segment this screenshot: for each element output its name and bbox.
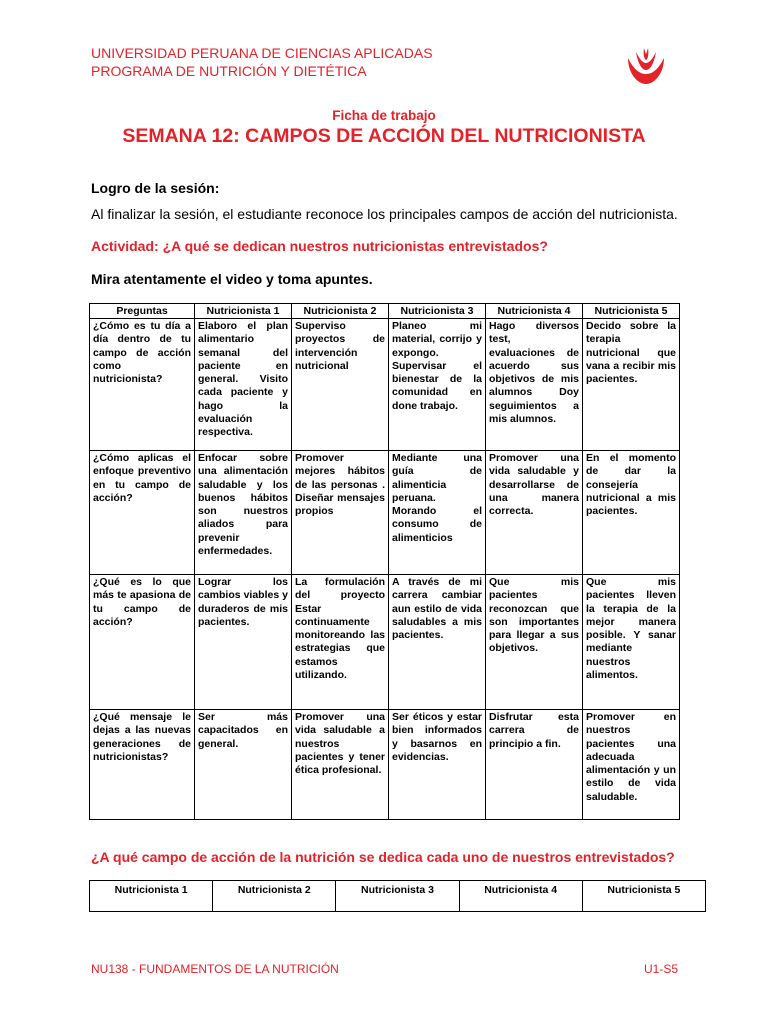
footer-unit: U1-S5: [644, 962, 679, 976]
answer-cell: Promover mejores hábitos de las personas . Diseñar mensajes propios: [292, 451, 389, 575]
question-cell: ¿Cómo es tu día a día dentro de tu campo de acción como nutricionista?: [90, 319, 195, 451]
answer-cell: Promover en nuestros pacientes una adecuada alimentación y un estilo de vida saludable.: [583, 710, 680, 820]
answer-cell: A través de mi carrera cambiar aun estilo de vida saludables a mis pacientes.: [389, 575, 486, 710]
answer-cell: Disfrutar esta carrera de principio a fin.: [486, 710, 583, 820]
answer-cell-nutricionista-1[interactable]: Nutricionista 1: [90, 881, 213, 912]
answer-cell: Enfocar sobre una alimentación saludable y los buenos hábitos son nuestros aliados para prevenir enfermedades.: [195, 451, 292, 575]
university-name: UNIVERSIDAD PERUANA DE CIENCIAS APLICADAS: [91, 45, 433, 61]
session-goal-heading: Logro de la sesión:: [91, 180, 220, 196]
column-header-nutricionista-1: Nutricionista 1: [195, 304, 292, 319]
answer-cell: Que mis pacientes reconozcan que son importantes para llegar a sus objetivos.: [486, 575, 583, 710]
field-answer-table: [89, 880, 706, 912]
upc-logo: [624, 46, 668, 86]
column-header-nutricionista-3: Nutricionista 3: [389, 304, 486, 319]
session-goal-text: Al finalizar la sesión, el estudiante reconoce los principales campos de acción del nutricionista.: [91, 206, 678, 222]
answer-cell: Decido sobre la terapia nutricional que vana a recibir mis pacientes.: [583, 319, 680, 451]
question-cell: ¿Qué mensaje le dejas a las nuevas generaciones de nutricionistas?: [90, 710, 195, 820]
interview-table: [89, 303, 680, 820]
answer-cell: Ser éticos y estar bien informados y basarnos en evidencias.: [389, 710, 486, 820]
column-header-preguntas: Preguntas: [90, 304, 195, 319]
university-header: [91, 44, 433, 80]
column-header-nutricionista-2: Nutricionista 2: [292, 304, 389, 319]
instruction-text: Mira atentamente el video y toma apuntes.: [91, 271, 373, 287]
column-header-nutricionista-5: Nutricionista 5: [583, 304, 680, 319]
table-row: [90, 881, 706, 912]
table-header-row: [90, 304, 680, 319]
footer-course: NU138 - FUNDAMENTOS DE LA NUTRICIÓN: [91, 962, 339, 976]
answer-cell: Que mis pacientes lleven la terapia de la mejor manera posible. Y sanar mediante nuestros alimentos.: [583, 575, 680, 710]
answer-cell: Promover una vida saludable a nuestros pacientes y tener ética profesional.: [292, 710, 389, 820]
question-cell: ¿Qué es lo que más te apasiona de tu campo de acción?: [90, 575, 195, 710]
field-question-heading: ¿A qué campo de acción de la nutrición se dedica cada uno de nuestros entrevistados?: [91, 849, 675, 865]
table-row: [90, 319, 680, 451]
page-title: SEMANA 12: CAMPOS DE ACCIÓN DEL NUTRICIONISTA: [122, 125, 646, 147]
answer-cell: Superviso proyectos de intervención nutricional: [292, 319, 389, 451]
answer-cell: Planeo mi material, corrijo y expongo. Supervisar el bienestar de la comunidad en done trabajo.: [389, 319, 486, 451]
answer-cell-nutricionista-4[interactable]: Nutricionista 4: [459, 881, 582, 912]
column-header-nutricionista-4: Nutricionista 4: [486, 304, 583, 319]
program-name: PROGRAMA DE NUTRICIÓN Y DIETÉTICA: [91, 63, 367, 79]
answer-cell: Mediante una guía de alimenticia peruana. Morando el consumo de alimenticios: [389, 451, 486, 575]
table-row: [90, 575, 680, 710]
answer-cell: Elaboro el plan alimentario semanal del paciente en general. Visito cada paciente y hago la evaluación respectiva.: [195, 319, 292, 451]
activity-heading: Actividad: ¿A qué se dedican nuestros nutricionistas entrevistados?: [91, 238, 548, 254]
answer-cell: Ser más capacitados en general.: [195, 710, 292, 820]
answer-cell-nutricionista-5[interactable]: Nutricionista 5: [582, 881, 705, 912]
answer-cell-nutricionista-2[interactable]: Nutricionista 2: [213, 881, 336, 912]
question-cell: ¿Cómo aplicas el enfoque preventivo en tu campo de acción?: [90, 451, 195, 575]
table-row: [90, 710, 680, 820]
answer-cell-nutricionista-3[interactable]: Nutricionista 3: [336, 881, 459, 912]
answer-cell: Lograr los cambios viables y duraderos de mis pacientes.: [195, 575, 292, 710]
table-row: [90, 451, 680, 575]
worksheet-label: Ficha de trabajo: [332, 108, 436, 123]
answer-cell: La formulación del proyecto Estar continuamente monitoreando las estrategias que estamos utilizando.: [292, 575, 389, 710]
answer-cell: Hago diversos test, evaluaciones de acuerdo sus objetivos de mis alumnos Doy seguimientos a mis alumnos.: [486, 319, 583, 451]
answer-cell: Promover una vida saludable y desarrollarse de una manera correcta.: [486, 451, 583, 575]
answer-cell: En el momento de dar la consejería nutricional a mis pacientes.: [583, 451, 680, 575]
